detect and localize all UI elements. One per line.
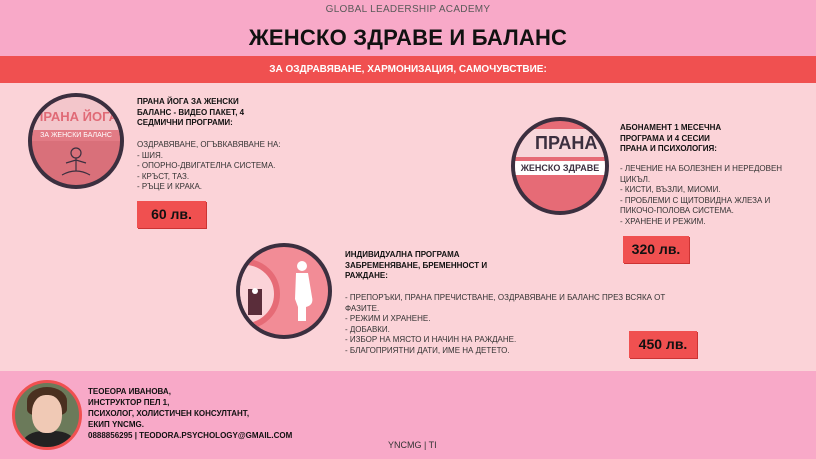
org-name: GLOBAL LEADERSHIP ACADEMY (0, 0, 816, 20)
image-subtitle: ЖЕНСКО ЗДРАВЕ (515, 161, 605, 175)
title-bar (0, 20, 816, 56)
pregnancy-image (236, 243, 332, 339)
body-line: - ПРЕПОРЪКИ, ПРАНА ПРЕЧИСТВАНЕ, ОЗДРАВЯВАНЕ И БАЛАНС ПРЕЗ ВСЯКА ОТ (345, 293, 666, 302)
body-line: - ОПОРНО-ДВИГАТЕЛНА СИСТЕМА. (137, 161, 276, 170)
body-line: ФАЗИТЕ. (345, 303, 380, 313)
heading-line: БАЛАНС - ВИДЕО ПАКЕТ, 4 (137, 107, 245, 117)
body-line: - КРЪСТ, ТАЗ. (137, 171, 190, 181)
contact-line: ПСИХОЛОГ, ХОЛИСТИЧЕН КОНСУЛТАНТ, (88, 409, 250, 418)
prana-yoga-image (28, 93, 124, 189)
offer-1-heading (137, 97, 244, 129)
body-line: ПИКОЧО-ПОЛОВА СИСТЕМА. (620, 206, 734, 215)
avatar-face (32, 395, 62, 433)
offer-3-price: 450 лв. (629, 331, 697, 358)
yoga-figure-icon (32, 97, 124, 189)
offer-2-body (620, 164, 782, 227)
body-line: - ШИЯ. (137, 150, 163, 160)
heading-line: ПРАНА ЙОГА ЗА ЖЕНСКИ (137, 97, 239, 106)
body-line: - ИЗБОР НА МЯСТО И НАЧИН НА РАЖДАНЕ. (345, 335, 517, 344)
offer-2-heading (620, 123, 721, 155)
heading-line: ПРОГРАМА И 4 СЕСИИ (620, 133, 710, 143)
heading-line: ИНДИВИДУАЛНА ПРОГРАМА (345, 250, 460, 259)
footer-mark: YNCMG | TI (388, 440, 437, 450)
heading-line: РАЖДАНЕ: (345, 271, 388, 280)
contact-line: ИНСТРУКТОР ПЕЛ 1, (88, 398, 170, 407)
body-line: - ПРОБЛЕМИ С ЩИТОВИДНА ЖЛЕЗА И (620, 195, 771, 205)
body-line: ЦИКЪЛ. (620, 174, 651, 184)
body-line: - ХРАНЕНЕ И РЕЖИМ. (620, 216, 706, 226)
image-subtitle: ЗА ЖЕНСКИ БАЛАНС (32, 130, 120, 141)
pregnant-woman-icon (290, 259, 316, 323)
contact-line: 0888856295 | TEODORA.PSYCHOLOGY@GMAIL.COM (88, 431, 293, 440)
image-title: ПРАНА (535, 133, 598, 153)
prana-womens-health-image (511, 117, 609, 215)
heading-line: СЕДМИЧНИ ПРОГРАМИ: (137, 118, 233, 127)
body-line: ОЗДРАВЯВАНЕ, ОГЪВКАВЯВАНЕ НА: (137, 140, 281, 149)
heading-line: АБОНАМЕНТ 1 МЕСЕЧНА (620, 123, 722, 132)
avatar (12, 380, 82, 450)
body-line: - ЛЕЧЕНИЕ НА БОЛЕЗНЕН И НЕРЕДОВЕН (620, 164, 783, 173)
page-title: ЖЕНСКО ЗДРАВЕ И БАЛАНС (248, 25, 568, 50)
body-line: - БЛАГОПРИЯТНИ ДАТИ, ИМЕ НА ДЕТЕТО. (345, 345, 510, 355)
man-figure-icon (246, 285, 264, 315)
body-line: - ДОБАВКИ. (345, 324, 390, 334)
heading-line: ЗАБРЕМЕНЯВАНЕ, БРЕМЕННОСТ И (345, 260, 488, 270)
contact-line: ЕКИП YNCMG. (88, 420, 144, 429)
contact-line: ТЕОЕОРА ИВАНОВА, (88, 387, 171, 396)
subtitle-bar: ЗА ОЗДРАВЯВАНЕ, ХАРМОНИЗАЦИЯ, САМОЧУВСТВИЕ: (0, 56, 816, 83)
offer-3-heading (345, 250, 487, 282)
contact-info (88, 386, 292, 441)
image-title: ПРАНА ЙОГА (33, 109, 119, 124)
offer-1-body (137, 140, 281, 193)
body-line: - КИСТИ, ВЪЗЛИ, МИОМИ. (620, 185, 721, 194)
offer-1-price: 60 лв. (137, 201, 206, 228)
body-line: - РЪЦЕ И КРАКА. (137, 182, 203, 191)
offer-2-price: 320 лв. (623, 236, 689, 263)
heading-line: ПРАНА И ПСИХОЛОГИЯ: (620, 144, 717, 153)
offer-3-body (345, 293, 665, 356)
body-line: - РЕЖИМ И ХРАНЕНЕ. (345, 314, 431, 323)
